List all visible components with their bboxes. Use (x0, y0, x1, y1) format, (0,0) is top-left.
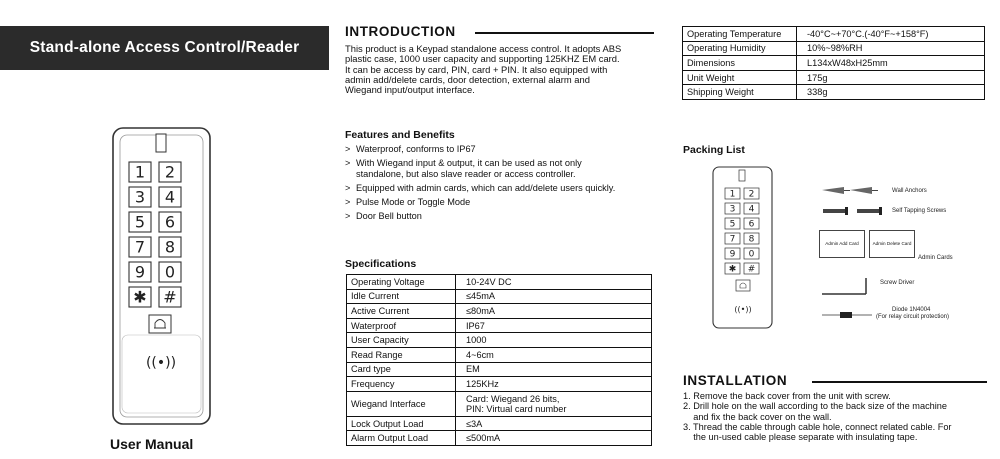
env-value: L134xW48xH25mm (797, 56, 985, 71)
svg-text:((•)): ((•)) (734, 305, 752, 314)
env-row (683, 27, 985, 42)
intro-line: This product is a Keypad standalone access control. It adopts ABS (345, 43, 622, 54)
keypad-illustration (112, 127, 212, 427)
keypad-key-label: 1 (729, 189, 736, 200)
keypad-key-label: 1 (134, 162, 146, 182)
keypad-key-label: 8 (748, 234, 755, 245)
wall-anchors-icon (820, 184, 890, 198)
spec-row (347, 362, 652, 377)
feature-item: > Equipped with admin cards, which can add/delete users quickly. (345, 183, 665, 194)
installation-step: 2. Drill hole on the wall according to the back size of the machine (683, 401, 948, 412)
features-heading: Features and Benefits (345, 129, 455, 141)
admin-add-card: Admin Add Card (819, 230, 865, 258)
env-value: 338g (797, 85, 985, 100)
screw-driver-icon (818, 274, 876, 298)
keypad-key-label: 2 (164, 162, 176, 182)
spec-value: 4~6cm (456, 347, 652, 362)
keypad-key-label: ✱ (133, 287, 147, 307)
intro-rule (475, 32, 654, 34)
intro-line: admin add/delete cards, door detection, external alarm and (345, 73, 590, 85)
env-value: 10%~98%RH (797, 41, 985, 56)
feature-item: > Waterproof, conforms to IP67 (345, 144, 665, 155)
env-value: 175g (797, 70, 985, 85)
screw-driver-label: Screw Driver (880, 280, 915, 286)
screws-label: Self Tapping Screws (892, 208, 947, 214)
spec-value: ≤500mA (456, 431, 652, 446)
feature-item: > Pulse Mode or Toggle Mode (345, 197, 665, 208)
keypad-key-label: 5 (729, 219, 736, 230)
admin-cards-label: Admin Cards (918, 255, 953, 261)
installation-step: and fix the back cover on the wall. (683, 411, 832, 422)
keypad-key-label: ✱ (728, 264, 737, 275)
banner-title: Stand-alone Access Control/Reader (0, 26, 329, 70)
packing-keypad-illustration (712, 166, 774, 330)
spec-value: 10-24V DC (456, 275, 652, 290)
keypad-key-label: 7 (134, 237, 146, 257)
installation-step: 1. Remove the back cover from the unit with screw. (683, 391, 891, 401)
keypad-key-label: 8 (164, 237, 176, 257)
installation-steps (683, 391, 993, 442)
diode-note: (For relay circuit protection) (876, 314, 950, 320)
env-row (683, 70, 985, 85)
spec-row (347, 318, 652, 333)
env-label: Shipping Weight (683, 85, 797, 100)
spec-row (347, 391, 652, 416)
wall-anchors-label: Wall Anchors (892, 188, 927, 194)
keypad-key-label: # (163, 287, 177, 307)
spec-label: Waterproof (347, 318, 456, 333)
screws-icon (821, 206, 891, 216)
spec-row (347, 431, 652, 446)
spec-row (347, 304, 652, 319)
spec-row (347, 416, 652, 431)
env-row (683, 56, 985, 71)
intro-heading: INTRODUCTION (345, 24, 456, 39)
spec-row (347, 275, 652, 290)
keypad-key-label: 4 (748, 204, 755, 215)
keypad-key-label: 4 (164, 187, 176, 207)
env-row (683, 85, 985, 100)
env-label: Unit Weight (683, 70, 797, 85)
diode-icon (820, 310, 874, 320)
specifications-table (346, 274, 652, 446)
spec-label: Idle Current (347, 289, 456, 304)
keypad-key-label: 6 (748, 219, 755, 230)
keypad-key-label: 3 (134, 187, 146, 207)
env-label: Dimensions (683, 56, 797, 71)
features-list (345, 144, 665, 225)
packing-heading: Packing List (683, 144, 745, 156)
feature-item: > With Wiegand input & output, it can be used as not only standalone, but also slave reader or access controller. (345, 158, 665, 180)
env-row (683, 41, 985, 56)
env-label: Operating Temperature (683, 27, 797, 42)
rfid-wave-icon: ((•)) (145, 355, 177, 371)
intro-paragraph (345, 44, 665, 95)
spec-value: ≤3A (456, 416, 652, 431)
spec-label: Card type (347, 362, 456, 377)
spec-value: ≤80mA (456, 304, 652, 319)
spec-label: Lock Output Load (347, 416, 456, 431)
spec-value: 1000 (456, 333, 652, 348)
env-label: Operating Humidity (683, 41, 797, 56)
keypad-key-label: 5 (134, 212, 146, 232)
keypad-key-label: 0 (748, 249, 755, 260)
intro-line: It can be access by card, PIN, card + PIN. It also equipped with (345, 63, 608, 75)
spec-label: Frequency (347, 377, 456, 392)
installation-step: 3. Thread the cable through cable hole, connect related cable. For (683, 421, 952, 432)
user-manual-label: User Manual (110, 436, 194, 452)
spec-row (347, 347, 652, 362)
keypad-key-label: 9 (134, 262, 146, 282)
keypad-key-label: 0 (164, 262, 176, 282)
environment-table (682, 26, 985, 100)
specs-heading: Specifications (345, 258, 417, 270)
spec-value: ≤45mA (456, 289, 652, 304)
admin-delete-card: Admin Delete Card (869, 230, 915, 258)
installation-rule (812, 381, 987, 383)
keypad-key-label: 2 (748, 189, 755, 200)
bell-button (149, 315, 171, 333)
spec-value: EM (456, 362, 652, 377)
spec-row (347, 333, 652, 348)
spec-label: Wiegand Interface (347, 391, 456, 416)
spec-label: Read Range (347, 347, 456, 362)
installation-heading: INSTALLATION (683, 373, 788, 388)
env-value: -40°C~+70°C.(-40°F~+158°F) (797, 27, 985, 42)
spec-label: User Capacity (347, 333, 456, 348)
intro-line: Wiegand input/output interface. (345, 84, 475, 96)
keypad-key-label: 9 (729, 249, 736, 260)
intro-line: plastic case, 1000 user capacity and supporting 125KHZ EM card. (345, 53, 620, 65)
keypad-key-label: 7 (729, 234, 736, 245)
spec-value: 125KHz (456, 377, 652, 392)
keypad-key-label: 3 (729, 204, 736, 215)
spec-value: IP67 (456, 318, 652, 333)
diode-label: Diode 1N4004 (892, 307, 931, 313)
installation-step: the un-used cable please separate with insulating tape. (683, 432, 918, 443)
spec-label: Active Current (347, 304, 456, 319)
spec-label: Operating Voltage (347, 275, 456, 290)
feature-item: > Door Bell button (345, 211, 665, 222)
spec-row (347, 377, 652, 392)
spec-label: Alarm Output Load (347, 431, 456, 446)
keypad-key-label: 6 (164, 212, 176, 232)
spec-value: Card: Wiegand 26 bits, PIN: Virtual card number (456, 391, 652, 416)
keypad-key-label: # (747, 264, 756, 275)
spec-row (347, 289, 652, 304)
